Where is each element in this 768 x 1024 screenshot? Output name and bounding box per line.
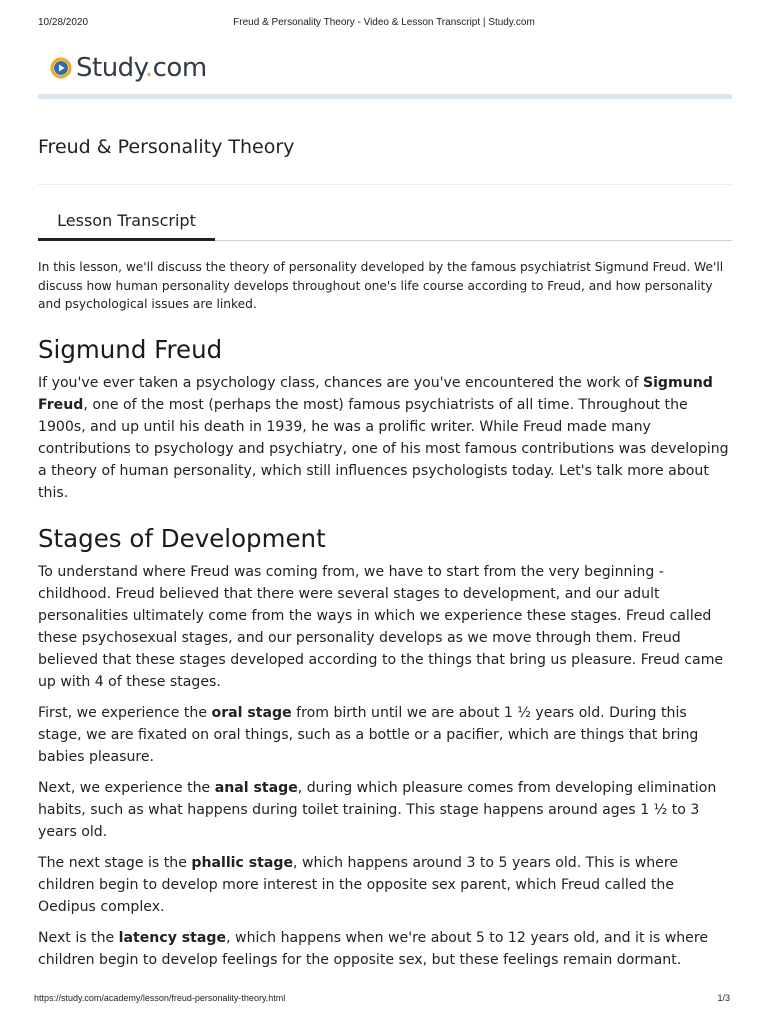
page-number: 1/3 <box>717 993 730 1003</box>
title-divider <box>38 184 732 185</box>
study-logo[interactable] <box>50 51 207 85</box>
paragraph-text: The next stage is the <box>38 854 192 871</box>
logo-wordmark <box>76 53 207 83</box>
play-circle-icon <box>50 57 72 79</box>
paragraph-text: First, we experience the <box>38 704 212 721</box>
tab-lesson-transcript[interactable]: Lesson Transcript <box>38 204 215 241</box>
paragraph <box>38 372 733 504</box>
header-divider <box>38 94 732 99</box>
print-footer <box>34 993 730 1005</box>
logo-name: Study <box>76 53 145 83</box>
print-date: 10/28/2020 <box>38 17 89 28</box>
paragraph-text: , during which pleasure comes from developing elimination habits, such as what happens during toilet training. This stage happens around ages 1 ½ to 3 years old. <box>38 779 717 840</box>
paragraph-text: Next is the <box>38 929 119 946</box>
print-header <box>38 17 730 29</box>
paragraph <box>38 927 733 971</box>
paragraph-text: Next, we experience the <box>38 779 215 796</box>
page-title: Freud & Personality Theory <box>38 136 295 158</box>
logo-tld: com <box>152 53 207 83</box>
key-term: anal stage <box>214 779 298 796</box>
paragraph: To understand where Freud was coming from, we have to start from the very beginning - childhood. Freud believed that there were several stages to development, and our adult personalities ultimately come from the ways in which we experience these stages. Freud called these psychosexual stages, and our personality develops as we move through them. Freud believed that these stages developed according to the things that bring us pleasure. Freud came up with 4 of these stages. <box>38 563 724 690</box>
paragraph-text: from birth until we are about 1 ½ years old. During this stage, we are fixated on oral things, such as a bottle or a pacifier, which are things that bring babies pleasure. <box>38 704 699 765</box>
logo-dot: . <box>144 53 153 83</box>
key-term: oral stage <box>211 704 292 721</box>
key-term: phallic stage <box>191 854 294 871</box>
paragraph <box>38 702 733 768</box>
transcript-content <box>38 258 733 980</box>
paragraph-text: If you've ever taken a psychology class, chances are you've encountered the work of <box>38 374 643 391</box>
paragraph-text: , which happens when we're about 5 to 12 years old, and it is where children begin to develop feelings for the opposite sex, but these feelings remain dormant. <box>38 929 708 968</box>
key-term: latency stage <box>118 929 227 946</box>
paragraph <box>38 852 733 918</box>
paragraph <box>38 777 733 843</box>
key-term: Sigmund Freud <box>38 374 713 413</box>
tab-bar <box>38 204 732 241</box>
paragraph-text: , one of the most (perhaps the most) famous psychiatrists of all time. Throughout the 1900s, and up until his death in 1939, he was a prolific writer. While Freud made many contributions to psychology and psychiatry, one of his most famous contributions was developing a theory of human personality, which still influences psychologists today. Let's talk more about this. <box>38 396 729 501</box>
section-heading-sigmund-freud: Sigmund Freud <box>38 334 223 364</box>
print-document-title: Freud & Personality Theory - Video & Lesson Transcript | Study.com <box>233 17 535 28</box>
section-heading-stages-of-development: Stages of Development <box>38 523 326 553</box>
lesson-intro: In this lesson, we'll discuss the theory of personality developed by the famous psychiatrist Sigmund Freud. We'll discuss how human personality develops throughout one's life course according to Freud, and how personality and psychological issues are linked. <box>38 260 724 311</box>
paragraph-text: , which happens around 3 to 5 years old. This is where children begin to develop more interest in the opposite sex parent, which Freud called the Oedipus complex. <box>38 854 678 915</box>
print-url-link[interactable]: https://study.com/academy/lesson/freud-personality-theory.html <box>34 993 286 1003</box>
